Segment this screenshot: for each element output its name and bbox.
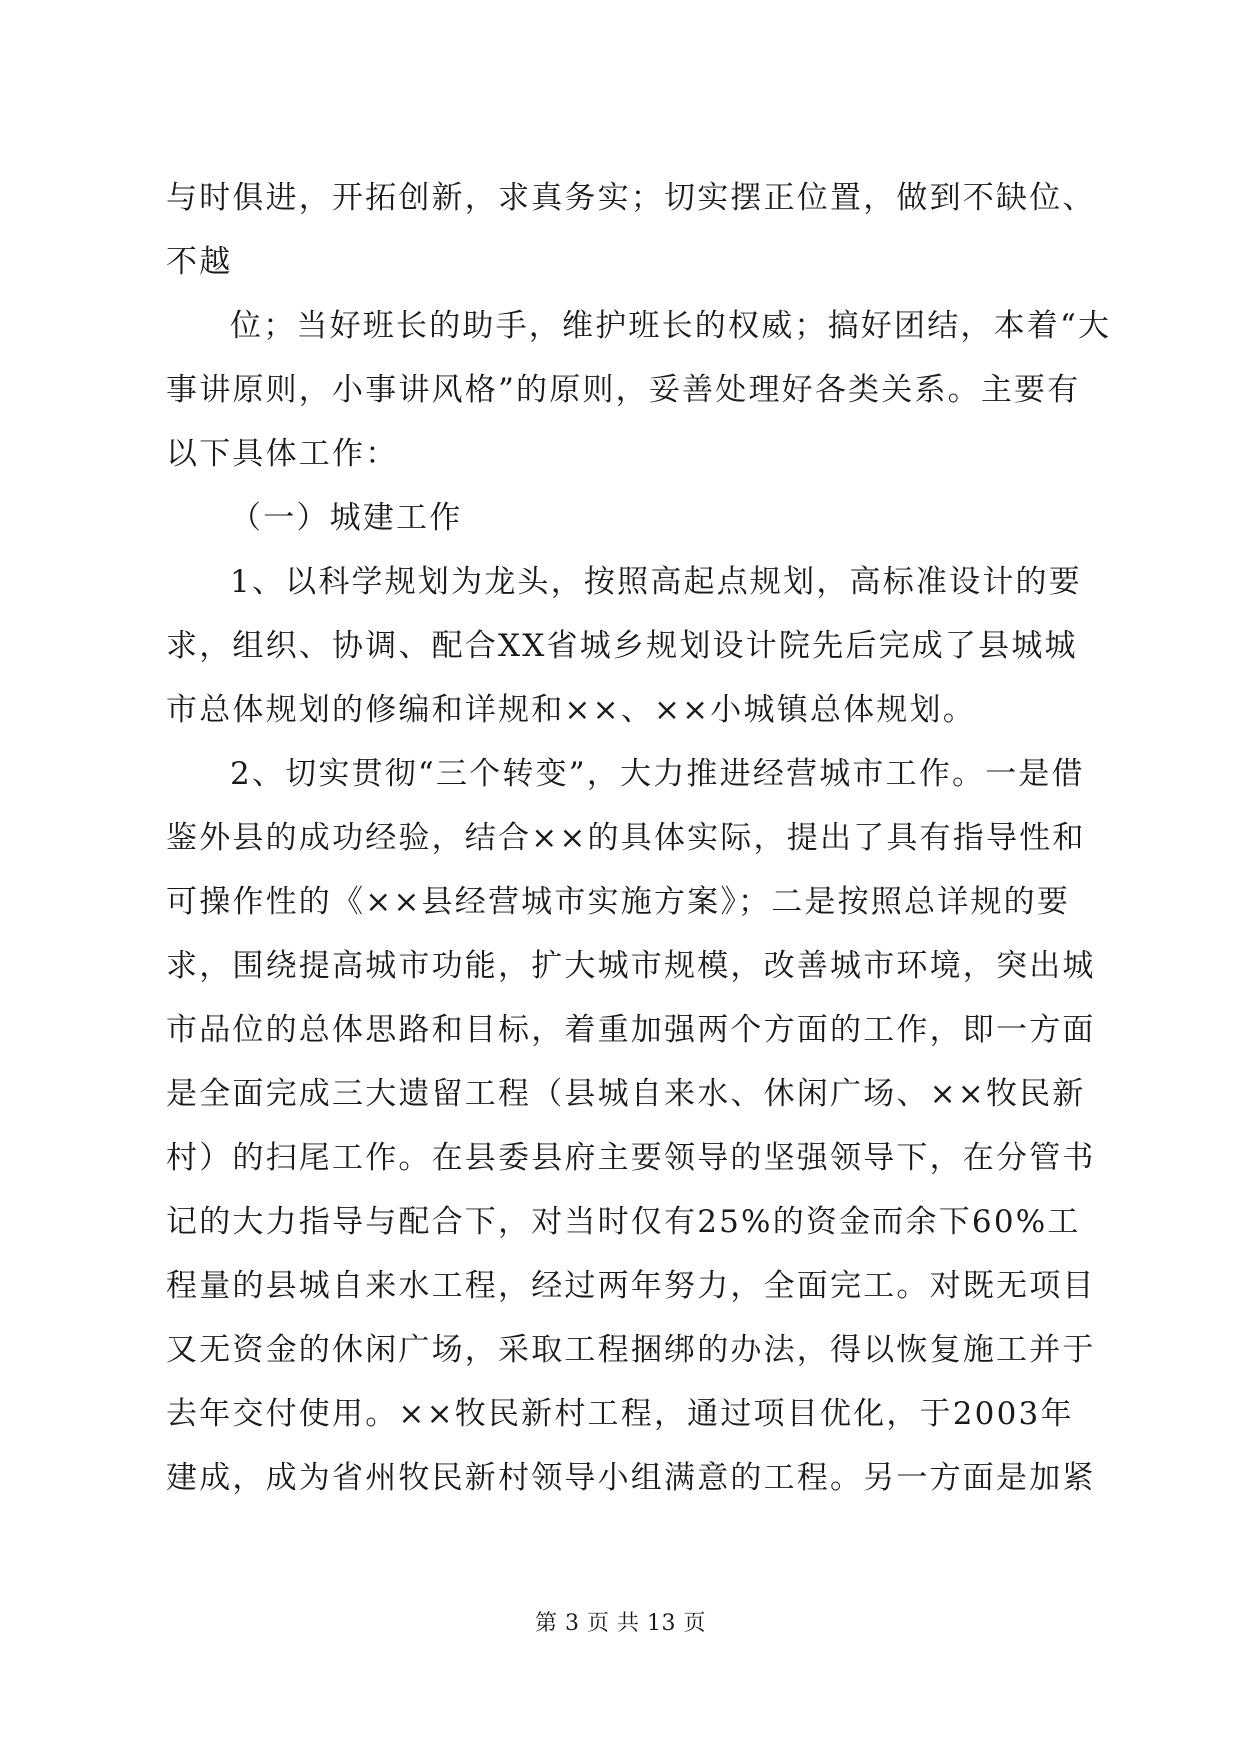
text-line: 求，组织、协调、配合XX省城乡规划设计院先后完成了县城城	[166, 628, 1078, 664]
text-line: 鉴外县的成功经验，结合××的具体实际，提出了具有指导性和	[166, 820, 1086, 856]
text-line: 市品位的总体思路和目标，着重加强两个方面的工作，即一方面	[166, 1012, 1096, 1048]
text-line: 与时俱进，开拓创新，求真务实；切实摆正位置，做到不缺位、	[166, 180, 1096, 216]
text-line: 建成，成为省州牧民新村领导小组满意的工程。另一方面是加紧	[166, 1460, 1096, 1496]
text-line: 2、切实贯彻“三个转变”，大力推进经营城市工作。一是借	[230, 756, 1085, 792]
text-line: 程量的县城自来水工程，经过两年努力，全面完工。对既无项目	[166, 1268, 1096, 1304]
text-line: 村）的扫尾工作。在县委县府主要领导的坚强领导下，在分管书	[166, 1140, 1096, 1176]
text-line: 又无资金的休闲广场，采取工程捆绑的办法，得以恢复施工并于	[166, 1332, 1096, 1368]
text-line: 可操作性的《××县经营城市实施方案》；二是按照总详规的要	[166, 884, 1071, 920]
page-number: 第 3 页 共 13 页	[535, 1611, 706, 1636]
text-line: 不越	[166, 244, 233, 280]
document-body	[166, 166, 1112, 1510]
text-line: 是全面完成三大遗留工程（县城自来水、休闲广场、××牧民新	[166, 1076, 1086, 1112]
text-line: 记的大力指导与配合下，对当时仅有25%的资金而余下60%工	[166, 1204, 1081, 1240]
text-line: 市总体规划的修编和详规和××、××小城镇总体规划。	[166, 692, 976, 728]
text-line: 位；当好班长的助手，维护班长的权威；搞好团结，本着“大	[230, 308, 1112, 344]
text-line: 求，围绕提高城市功能，扩大城市规模，改善城市环境，突出城	[166, 948, 1096, 984]
text-line: 去年交付使用。××牧民新村工程，通过项目优化，于2003年	[166, 1396, 1074, 1432]
section-heading: （一）城建工作	[230, 500, 463, 536]
text-line: 事讲原则，小事讲风格”的原则，妥善处理好各类关系。主要有	[166, 372, 1081, 408]
text-line: 以下具体工作：	[166, 436, 399, 472]
text-line: 1、以科学规划为龙头，按照高起点规划，高标准设计的要	[230, 564, 1082, 600]
